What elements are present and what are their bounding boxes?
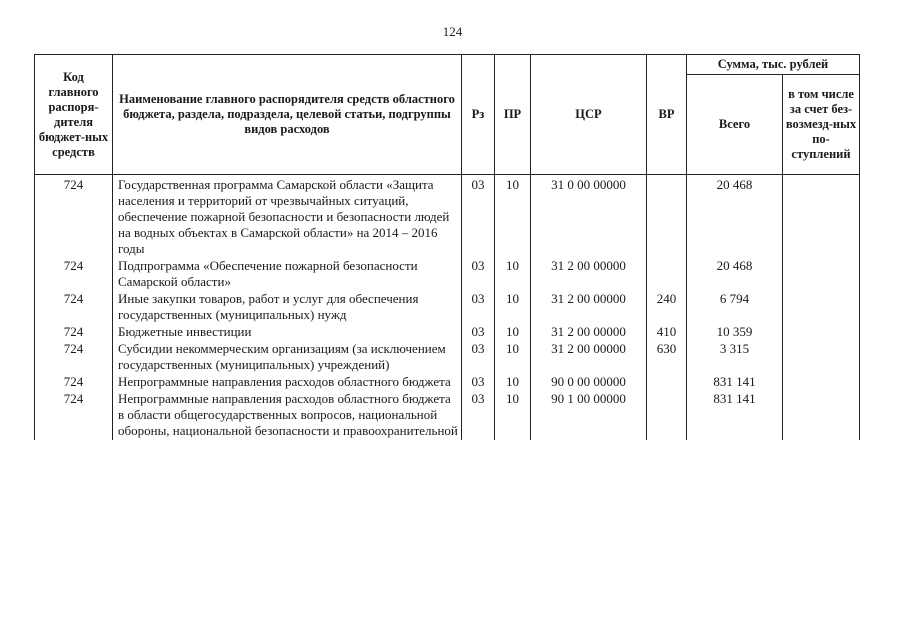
page-number: 124 <box>442 24 463 39</box>
cell-rz: 03 <box>462 341 495 374</box>
header-csr: ЦСР <box>531 55 647 175</box>
header-code: Код главного распоря-дителя бюджет-ных средств <box>35 55 113 175</box>
cell-name: Субсидии некоммерческим организациям (за исключением государственных (муниципальных) учреждений) <box>113 341 462 374</box>
header-pr: ПР <box>495 55 531 175</box>
cell-code: 724 <box>35 258 113 291</box>
cell-code: 724 <box>35 391 113 440</box>
table-row <box>35 324 860 341</box>
cell-pr: 10 <box>495 341 531 374</box>
cell-csr: 90 1 00 00000 <box>531 391 647 440</box>
cell-name: Подпрограмма «Обеспечение пожарной безопасности Самарской области» <box>113 258 462 291</box>
cell-gratuitous <box>783 324 860 341</box>
cell-pr: 10 <box>495 291 531 324</box>
cell-rz: 03 <box>462 258 495 291</box>
cell-pr: 10 <box>495 374 531 391</box>
cell-total: 3 315 <box>687 341 783 374</box>
cell-name: Иные закупки товаров, работ и услуг для обеспечения государственных (муниципальных) нужд <box>113 291 462 324</box>
cell-csr: 31 2 00 00000 <box>531 341 647 374</box>
cell-name: Непрограммные направления расходов областного бюджета в области общегосударственных вопросов, национальной обороны, национальной безопасности и правоохранительной <box>113 391 462 440</box>
cell-rz: 03 <box>462 291 495 324</box>
cell-total: 831 141 <box>687 374 783 391</box>
table-row <box>35 258 860 291</box>
cell-vr <box>647 258 687 291</box>
header-sum-group: Сумма, тыс. рублей <box>687 55 860 75</box>
cell-pr: 10 <box>495 175 531 259</box>
cell-rz: 03 <box>462 374 495 391</box>
cell-code: 724 <box>35 291 113 324</box>
cell-vr <box>647 374 687 391</box>
header-gratuitous: в том числе за счет без-возмезд-ных по-ступлений <box>783 75 860 175</box>
cell-code: 724 <box>35 324 113 341</box>
cell-name: Бюджетные инвестиции <box>113 324 462 341</box>
cell-code: 724 <box>35 341 113 374</box>
cell-vr: 410 <box>647 324 687 341</box>
table-row <box>35 391 860 440</box>
cell-csr: 31 2 00 00000 <box>531 291 647 324</box>
cell-pr: 10 <box>495 258 531 291</box>
cell-total: 10 359 <box>687 324 783 341</box>
cell-pr: 10 <box>495 324 531 341</box>
cell-gratuitous <box>783 391 860 440</box>
cell-total: 6 794 <box>687 291 783 324</box>
cell-rz: 03 <box>462 391 495 440</box>
cell-gratuitous <box>783 291 860 324</box>
cell-gratuitous <box>783 175 860 259</box>
table-row <box>35 291 860 324</box>
cell-total: 20 468 <box>687 258 783 291</box>
cell-total: 20 468 <box>687 175 783 259</box>
header-total: Всего <box>687 75 783 175</box>
cell-code: 724 <box>35 374 113 391</box>
header-name: Наименование главного распорядителя средств областного бюджета, раздела, подраздела, целевой статьи, подгруппы видов расходов <box>113 55 462 175</box>
table-row <box>35 374 860 391</box>
table-row <box>35 175 860 259</box>
cell-total: 831 141 <box>687 391 783 440</box>
cell-gratuitous <box>783 374 860 391</box>
cell-vr: 240 <box>647 291 687 324</box>
cell-csr: 31 0 00 00000 <box>531 175 647 259</box>
cell-csr: 31 2 00 00000 <box>531 324 647 341</box>
cell-rz: 03 <box>462 324 495 341</box>
cell-gratuitous <box>783 258 860 291</box>
budget-table <box>34 54 860 440</box>
cell-rz: 03 <box>462 175 495 259</box>
cell-code: 724 <box>35 175 113 259</box>
header-rz: Рз <box>462 55 495 175</box>
cell-csr: 31 2 00 00000 <box>531 258 647 291</box>
cell-name: Непрограммные направления расходов областного бюджета <box>113 374 462 391</box>
cell-gratuitous <box>783 341 860 374</box>
cell-vr <box>647 391 687 440</box>
cell-csr: 90 0 00 00000 <box>531 374 647 391</box>
cell-pr: 10 <box>495 391 531 440</box>
cell-name: Государственная программа Самарской области «Защита населения и территорий от чрезвычайных ситуаций, обеспечение пожарной безопасности и безопасности людей на водных объектах в Самарской области» на 2014 – 2016 годы <box>113 175 462 259</box>
cell-vr: 630 <box>647 341 687 374</box>
cell-vr <box>647 175 687 259</box>
table-row <box>35 341 860 374</box>
header-vr: ВР <box>647 55 687 175</box>
